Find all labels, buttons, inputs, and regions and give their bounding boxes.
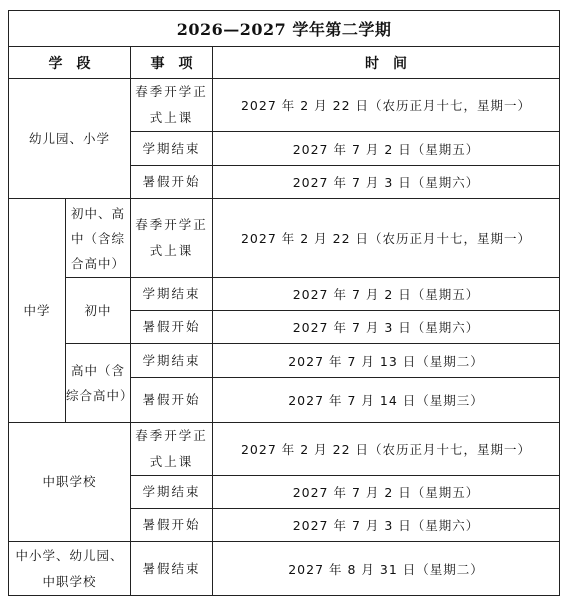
substage-junior: 初中 [66,278,131,344]
event-cell: 学期结束 [131,132,213,166]
header-time: 时间 [213,47,560,79]
time-cell: 2027 年 7 月 2 日（星期五） [213,132,560,166]
event-cell: 春季开学正式上课 [131,79,213,132]
event-cell: 学期结束 [131,278,213,311]
stage-primary: 幼儿园、小学 [9,79,131,199]
event-cell: 学期结束 [131,344,213,378]
substage-senior: 高中（含综合高中） [66,344,131,423]
stage-middle: 中学 [9,199,66,423]
header-row [9,47,560,79]
time-cell: 2027 年 7 月 3 日（星期六） [213,509,560,542]
school-calendar-table [8,10,560,596]
time-cell: 2027 年 8 月 31 日（星期二） [213,542,560,596]
time-cell: 2027 年 2 月 22 日（农历正月十七，星期一） [213,199,560,278]
table-row [9,278,560,311]
event-cell: 学期结束 [131,476,213,509]
time-cell: 2027 年 7 月 3 日（星期六） [213,166,560,199]
table-row [9,344,560,378]
header-stage: 学段 [9,47,131,79]
event-cell: 暑假开始 [131,311,213,344]
table-row [9,542,560,596]
time-cell: 2027 年 7 月 2 日（星期五） [213,476,560,509]
table-row [9,199,560,278]
table-title: 2026—2027 学年第二学期 [9,11,560,47]
event-cell: 暑假开始 [131,378,213,423]
event-cell: 春季开学正式上课 [131,199,213,278]
time-cell: 2027 年 7 月 14 日（星期三） [213,378,560,423]
time-cell: 2027 年 7 月 3 日（星期六） [213,311,560,344]
table-row [9,423,560,476]
event-cell: 暑假结束 [131,542,213,596]
time-cell: 2027 年 7 月 13 日（星期二） [213,344,560,378]
event-cell: 暑假开始 [131,509,213,542]
time-cell: 2027 年 2 月 22 日（农历正月十七，星期一） [213,79,560,132]
event-cell: 春季开学正式上课 [131,423,213,476]
header-event: 事项 [131,47,213,79]
stage-all: 中小学、幼儿园、中职学校 [9,542,131,596]
time-cell: 2027 年 2 月 22 日（农历正月十七，星期一） [213,423,560,476]
event-cell: 暑假开始 [131,166,213,199]
table-row [9,79,560,132]
title-row [9,11,560,47]
stage-vocational: 中职学校 [9,423,131,542]
substage-junior-senior: 初中、高中（含综合高中） [66,199,131,278]
time-cell: 2027 年 7 月 2 日（星期五） [213,278,560,311]
